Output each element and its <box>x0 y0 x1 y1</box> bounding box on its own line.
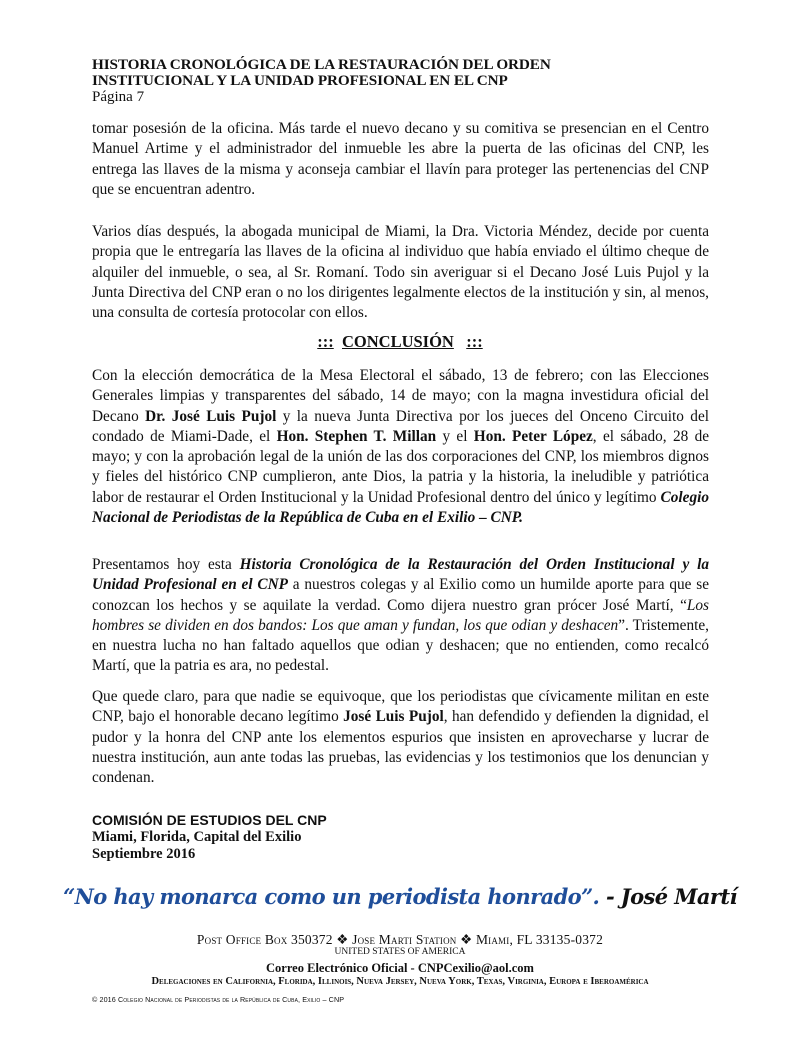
text-run: ”. Tristemente, en nuestra lucha no han faltado aquellos que odian y deshacen; que no entienden, como recalcó Martí, que la patria es ara, no pedestal. <box>92 616 709 675</box>
paragraph-office-possession: tomar posesión de la oficina. Más tarde el nuevo decano y su comitiva se presencian en el Centro Manuel Artime y el administrador del inmueble les abre la puerta de las oficinas del CNP, les entrega las llaves de la misma y aconseja cambiar el llavín para proteger las pertenencias del CNP que se encuentran adentro. <box>92 120 709 198</box>
quote-text: “No hay monarca como un periodista honrado”. <box>63 884 600 909</box>
text-run: Con la elección democrática de la Mesa Electoral el sábado, 13 de febrero; con las Elecciones Generales limpias y transparentes del sábado, 14 de mayo; con la magna investidura oficial del Decano <box>92 367 709 425</box>
bold-italic-document-title: Historia Cronológica de la Restauración del Orden Institucional y la Unidad Profesional en el CNP <box>92 556 709 594</box>
paragraph-city-attorney: Varios días después, la abogada municipal de Miami, la Dra. Victoria Méndez, decide por cuenta propia que le entregaría las llaves de la oficina al individuo que había enviado el último cheque de alquiler del inmueble, o sea, al Sr. Romaní. Todo sin averiguar si el Decano José Luis Pujol y la Junta Directiva del CNP eran o no los dirigentes legalmente electos de la institución y sin, al menos, una consulta de cortesía protocolar con ellos. <box>92 223 709 322</box>
paragraph-conclusion-elections <box>92 366 709 528</box>
bold-name-pujol: Dr. José Luis Pujol <box>145 407 277 425</box>
document-title-line2: INSTITUCIONAL Y LA UNIDAD PROFESIONAL EN EL CNP <box>92 72 508 89</box>
text-run: Presentamos hoy esta <box>92 556 240 573</box>
quote-author: - José Martí <box>599 884 737 909</box>
text-run: a nuestros colegas y al Exilio como un humilde aporte para que se conozcan los hechos y se aquilate la verdad. Como dijera nuestro gran prócer José Martí, “ <box>92 576 709 614</box>
heading-title: CONCLUSIÓN <box>342 332 454 351</box>
footer-country: UNITED STATES OF AMERICA <box>334 947 466 957</box>
signature-org: COMISIÓN DE ESTUDIOS DEL CNP <box>92 812 327 828</box>
footer-delegations: Delegaciones en California, Florida, Illinois, Nueva Jersey, Nueva York, Texas, Virginia, Europa e Iberoamérica <box>151 976 649 987</box>
heading-marker-right: ::: <box>466 332 483 351</box>
signature-date: Septiembre 2016 <box>92 846 196 862</box>
text-run: y el <box>436 427 474 445</box>
page-header <box>92 57 712 106</box>
text-run: Que quede claro, para que nadie se equivoque, que los periodistas que cívicamente militan en este CNP, bajo el honorable decano legítimo <box>92 688 709 726</box>
document-title-line1: HISTORIA CRONOLÓGICA DE LA RESTAURACIÓN DEL ORDEN <box>92 56 551 73</box>
bold-name-pujol: José Luis Pujol <box>343 708 444 726</box>
bold-name-millan: Hon. Stephen T. Millan <box>276 427 437 445</box>
footer-email: Correo Electrónico Oficial - CNPCexilio@aol.com <box>266 961 534 975</box>
text-run: , el sábado, 28 de mayo; y con la aprobación legal de la unión de las dos corporaciones del CNP, los miembros dignos y fieles del histórico CNP cumplieron, ante Dios, la patria y la historia, la ineludible y patriótica labor de restaurar el Orden Institucional y la Unidad Profesional dentro del único y legítimo <box>92 427 710 506</box>
signature-block <box>92 812 327 863</box>
bold-name-lopez: Hon. Peter López <box>473 427 593 445</box>
footer-address: Post Office Box 350372 ❖ Jose Marti Station ❖ Miami, FL 33135-0372 <box>196 932 604 947</box>
text-run: y la nueva Junta Directiva por los jueces del Onceno Circuito del condado de Miami-Dade, el <box>92 407 709 445</box>
section-heading-conclusion <box>0 332 800 352</box>
signature-place: Miami, Florida, Capital del Exilio <box>92 829 302 845</box>
footer-copyright: © 2016 Colegio Nacional de Periodistas de la República de Cuba, Exilio – CNP <box>92 995 345 1004</box>
heading-marker-left: ::: <box>317 332 334 351</box>
page-number: Página 7 <box>92 89 145 105</box>
paragraph-clarification <box>92 687 709 788</box>
text-run: , han defendido y defienden la dignidad, el pudor y la honra del CNP ante los elementos espurios que insisten en aprovecharse y lucrar de nuestra institución, aun ante todas las pruebas, las evidencias y los testimonios que los denuncian y condenan. <box>92 708 709 787</box>
bold-italic-org-name: Colegio Nacional de Periodistas de la República de Cuba en el Exilio – CNP. <box>92 488 709 527</box>
paragraph-presentation <box>92 555 709 677</box>
italic-marti-citation: Los hombres se dividen en dos bandos: Los que aman y fundan, los que odian y deshacen <box>92 596 709 634</box>
marti-quote <box>0 884 800 909</box>
